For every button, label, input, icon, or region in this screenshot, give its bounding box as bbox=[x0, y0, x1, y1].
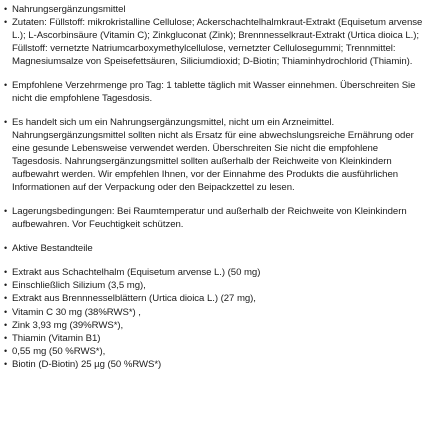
active-ingredients-heading: Aktive Bestandteile bbox=[12, 243, 93, 254]
list-item bbox=[4, 319, 424, 332]
list-item bbox=[4, 266, 424, 279]
active-heading-row bbox=[4, 242, 424, 255]
active-ingredients-list bbox=[4, 266, 424, 372]
list-item-text: 0,55 mg (50 %RWS*), bbox=[12, 346, 106, 358]
bullet: • bbox=[4, 280, 8, 291]
bullet: • bbox=[4, 333, 8, 344]
bullet: • bbox=[4, 206, 8, 216]
dosage-row bbox=[4, 79, 424, 105]
dosage-text: Empfohlene Verzehrmenge pro Tag: 1 tablette täglich mit Wasser einnehmen. Überschreiten Sie nicht die empfohlene Tagesdosis. bbox=[12, 80, 416, 104]
ingredients-row bbox=[4, 16, 424, 68]
title-row bbox=[4, 3, 424, 16]
notice-text: Es handelt sich um ein Nahrungsergänzungsmittel, nicht um ein Arzneimittel. Nahrungsergänzungsmittel sollten nicht als Ersatz für eine abwechslungsreiche Ernährung oder eine gesunde Lebensweise verwendet werden. Überschreiten Sie nicht die empfohlene Tagesdosis. Nahrungsergänzungsmittel sollten außerhalb der Reichweite von Kleinkindern aufbewahrt werden. Wir empfehlen Ihnen, vor der Einnahme des Produkts die ausführlichen Informationen auf der Verpackung oder den Beipackzettel zu lesen. bbox=[12, 117, 414, 193]
list-item bbox=[4, 345, 424, 358]
notice-row bbox=[4, 116, 424, 194]
bullet: • bbox=[4, 359, 8, 370]
bullet: • bbox=[4, 267, 8, 277]
bullet: • bbox=[4, 306, 8, 317]
bullet: • bbox=[4, 17, 8, 27]
bullet: • bbox=[4, 243, 8, 253]
list-item bbox=[4, 358, 424, 371]
list-item-text: Biotin (D-Biotin) 25 µg (50 %RWS*) bbox=[12, 359, 162, 371]
bullet: • bbox=[4, 319, 8, 330]
bullet: • bbox=[4, 117, 8, 127]
bullet: • bbox=[4, 346, 8, 357]
list-item bbox=[4, 279, 424, 292]
storage-text: Lagerungsbedingungen: Bei Raumtemperatur und außerhalb der Reichweite von Kleinkindern aufbewahren. Vor Feuchtigkeit schützen. bbox=[12, 206, 407, 230]
list-item bbox=[4, 306, 424, 319]
bullet: • bbox=[4, 4, 8, 14]
bullet: • bbox=[4, 80, 8, 90]
list-item-text: Einschließlich Silizium (3,5 mg), bbox=[12, 280, 146, 292]
bullet: • bbox=[4, 293, 8, 304]
list-item-text: Thiamin (Vitamin B1) bbox=[12, 333, 101, 345]
list-item bbox=[4, 332, 424, 345]
list-item-text: Extrakt aus Brennnesselblättern (Urtica dioica L.) (27 mg), bbox=[12, 293, 256, 305]
storage-row bbox=[4, 205, 424, 231]
list-item bbox=[4, 292, 424, 305]
list-item-text: Zink 3,93 mg (39%RWS*), bbox=[12, 319, 124, 331]
ingredients-text: Zutaten: Füllstoff: mikrokristalline Cellulose; Ackerschachtelhalmkraut-Extrakt (Equisetum arvense L.); L-Ascorbinsäure (Vitamin C); Zinkgluconat (Zink); Brennnesselkraut-Extrakt (Urtica dioica L.); Füllstoff: vernetzte Natriumcarboxymethylcellulose, vernetzter Cellulosegummi; Trennmittel: Magnesiumsalze von Speisefettsäuren, Siliciumdioxid; D-Biotin; Thiaminhydrochlorid (Thiamin). bbox=[12, 17, 423, 67]
list-item-text: Extrakt aus Schachtelhalm (Equisetum arvense L.) (50 mg) bbox=[12, 267, 261, 278]
product-title: Nahrungsergänzungsmittel bbox=[12, 4, 126, 15]
list-item-text: Vitamin C 30 mg (38%RWS*) , bbox=[12, 306, 141, 318]
